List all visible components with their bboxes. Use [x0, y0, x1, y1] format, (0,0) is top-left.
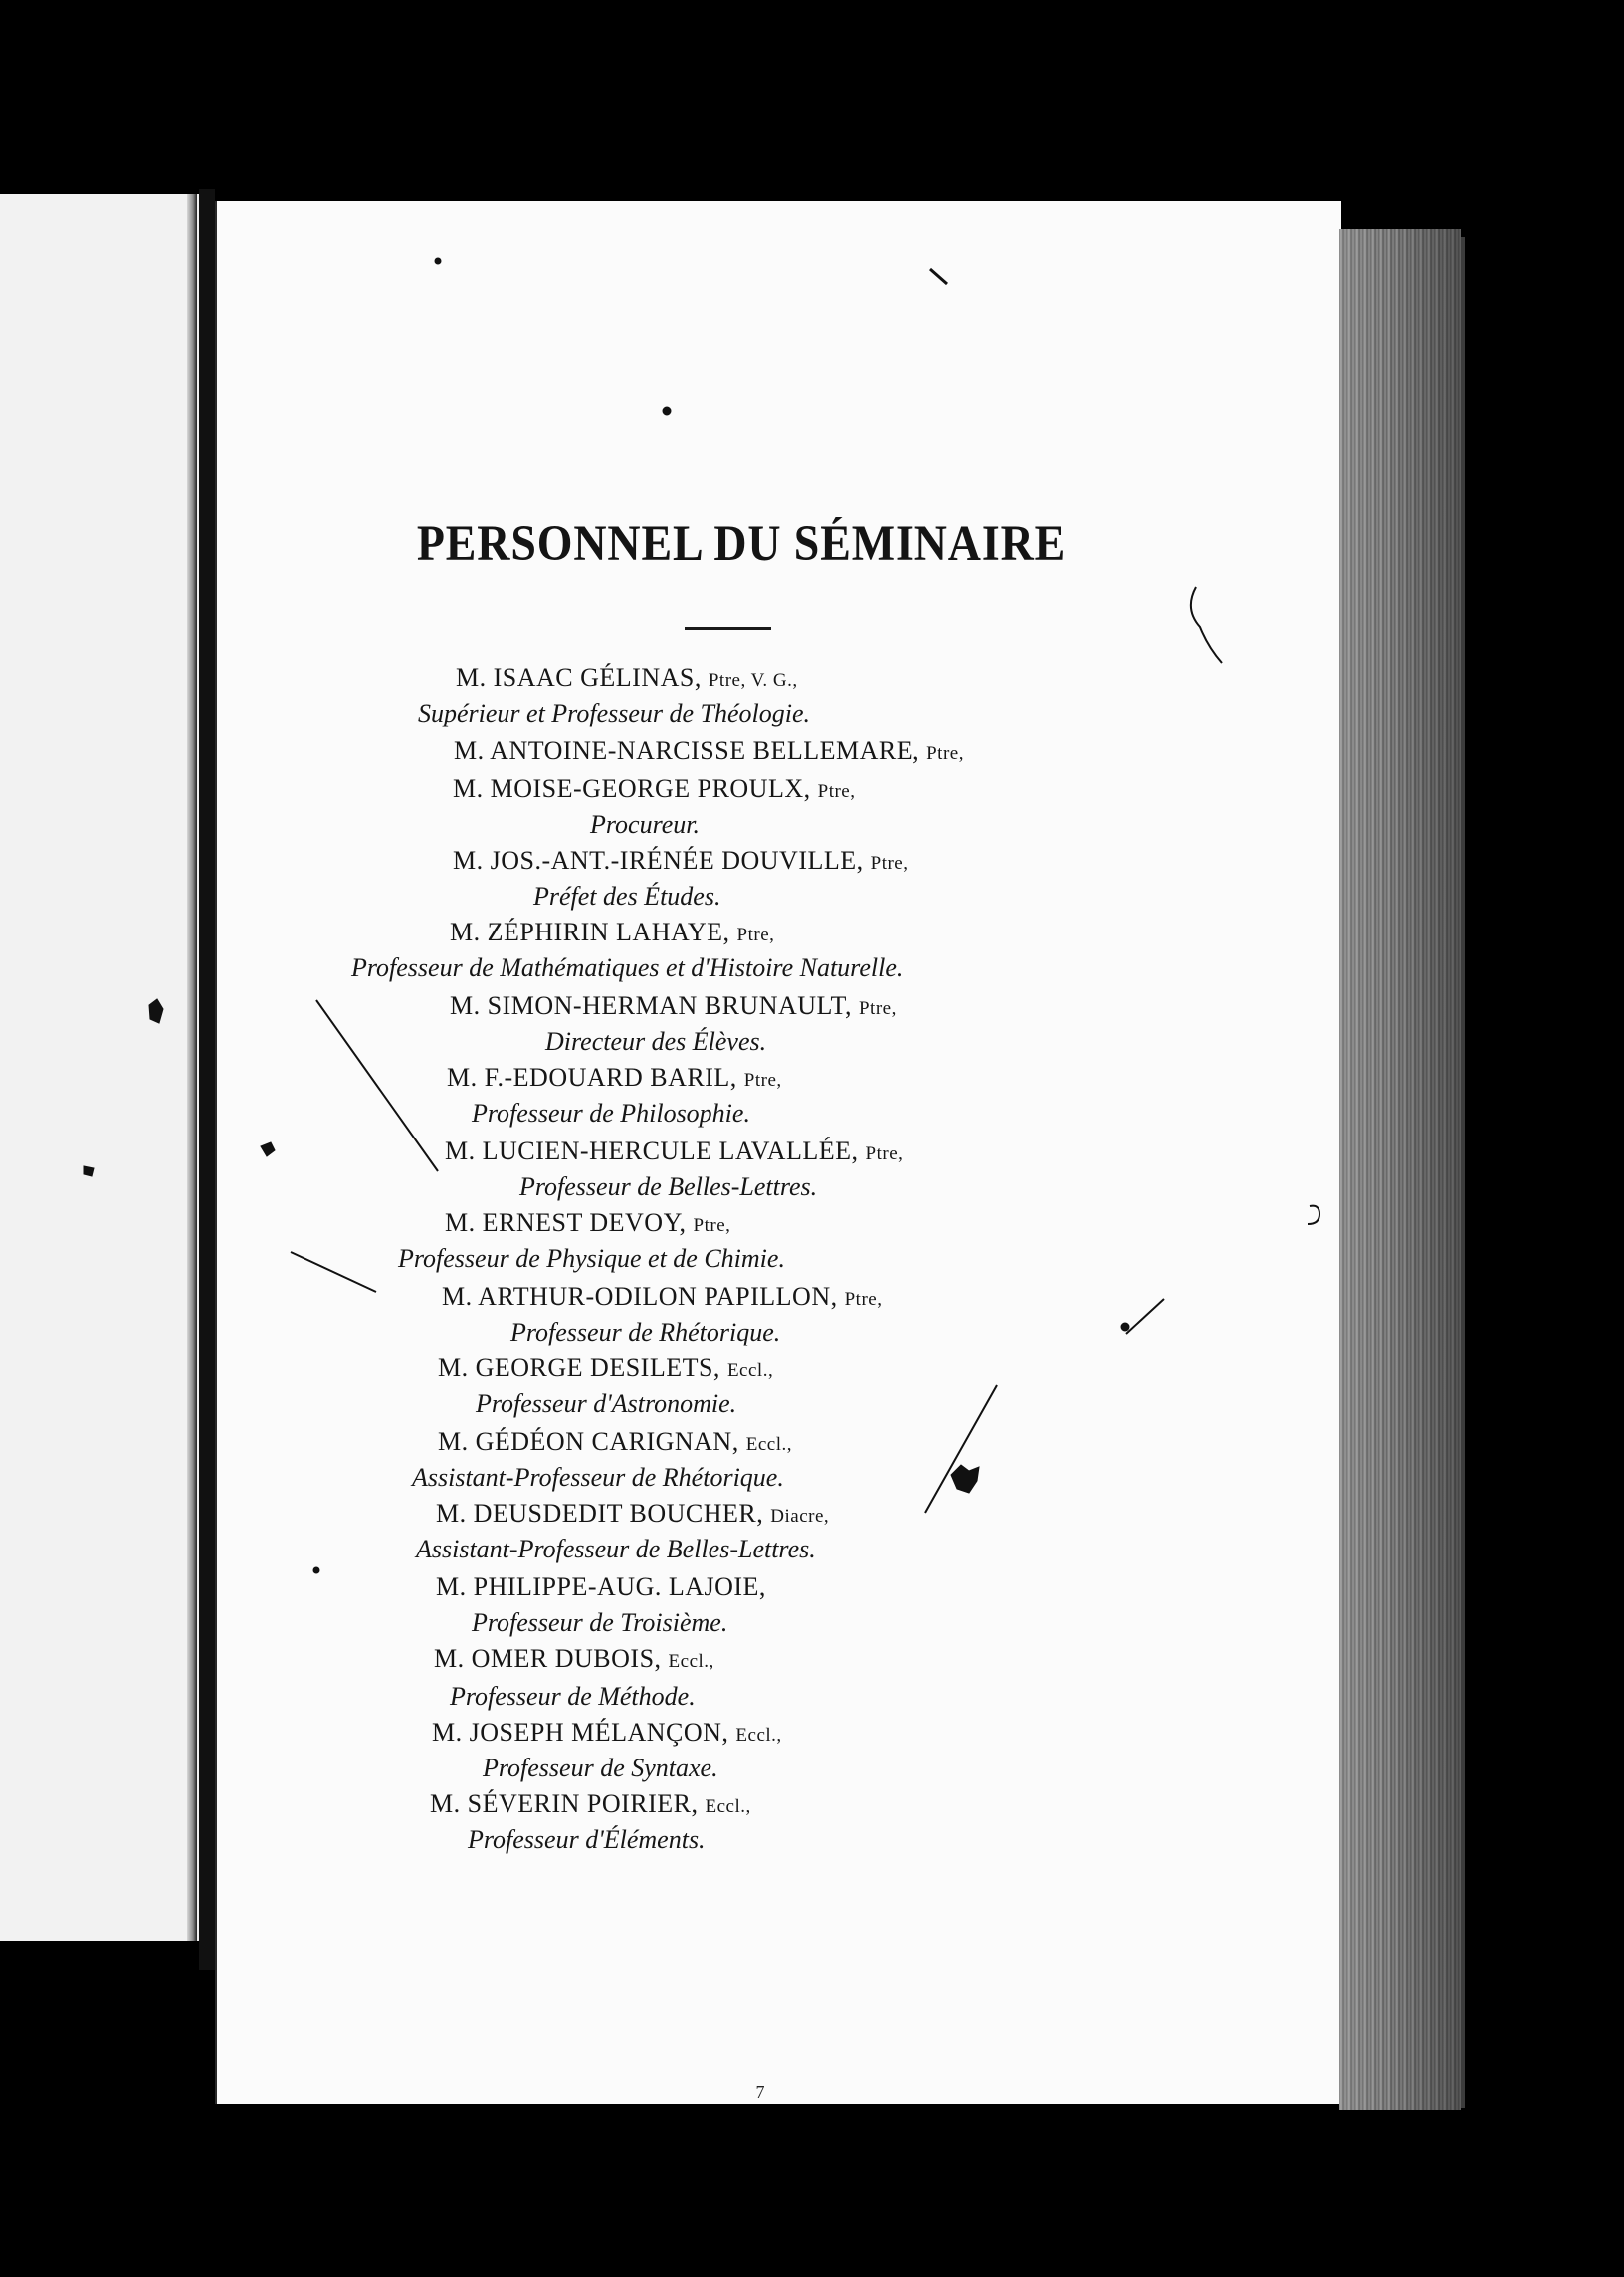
- personnel-name: M. PHILIPPE-AUG. LAJOIE,: [436, 1572, 766, 1601]
- personnel-role: Supérieur et Professeur de Théologie.: [418, 699, 811, 727]
- personnel-role: Professeur de Physique et de Chimie.: [398, 1244, 785, 1273]
- personnel-name: M. ANTOINE-NARCISSE BELLEMARE, Ptre,: [454, 736, 964, 765]
- page-number: 7: [755, 2082, 765, 2102]
- personnel-name: M. LUCIEN-HERCULE LAVALLÉE, Ptre,: [445, 1137, 904, 1165]
- personnel-role: Assistant-Professeur de Rhétorique.: [412, 1463, 784, 1492]
- page-heading: PERSONNEL DU SÉMINAIRE: [416, 517, 1067, 572]
- personnel-role: Professeur de Méthode.: [450, 1682, 696, 1711]
- page-edges-shading: [1339, 229, 1461, 2110]
- left-facing-page: [0, 194, 199, 1941]
- personnel-role: Professeur de Rhétorique.: [510, 1318, 781, 1346]
- personnel-name: M. ARTHUR-ODILON PAPILLON, Ptre,: [442, 1282, 883, 1311]
- personnel-role: Professeur de Troisième.: [472, 1608, 728, 1637]
- personnel-name: M. GÉDÉON CARIGNAN, Eccl.,: [438, 1427, 792, 1456]
- personnel-name: M. JOSEPH MÉLANÇON, Eccl.,: [432, 1718, 782, 1747]
- left-page-edge: [187, 194, 197, 1941]
- personnel-name: M. ERNEST DEVOY, Ptre,: [445, 1208, 731, 1237]
- personnel-role: Professeur d'Astronomie.: [476, 1389, 737, 1418]
- personnel-role: Professeur de Belles-Lettres.: [519, 1172, 818, 1201]
- personnel-role: Directeur des Élèves.: [545, 1027, 767, 1056]
- personnel-name: M. ISAAC GÉLINAS, Ptre, V. G.,: [456, 663, 798, 692]
- personnel-role: Professeur d'Éléments.: [468, 1825, 706, 1854]
- personnel-role: Professeur de Mathématiques et d'Histoire Naturelle.: [351, 953, 904, 982]
- personnel-name: M. MOISE-GEORGE PROULX, Ptre,: [453, 774, 856, 803]
- personnel-name: M. F.-EDOUARD BARIL, Ptre,: [447, 1063, 782, 1092]
- personnel-name: M. SÉVERIN POIRIER, Eccl.,: [430, 1789, 751, 1818]
- personnel-name: M. SIMON-HERMAN BRUNAULT, Ptre,: [450, 991, 897, 1020]
- personnel-role: Assistant-Professeur de Belles-Lettres.: [416, 1535, 816, 1563]
- personnel-name: M. ZÉPHIRIN LAHAYE, Ptre,: [450, 918, 775, 946]
- personnel-name: M. GEORGE DESILETS, Eccl.,: [438, 1353, 774, 1382]
- book-gutter: [199, 189, 215, 1970]
- heading-rule: [685, 627, 771, 630]
- personnel-name: M. JOS.-ANT.-IRÉNÉE DOUVILLE, Ptre,: [453, 846, 909, 875]
- personnel-role: Procureur.: [590, 810, 701, 839]
- personnel-role: Professeur de Philosophie.: [472, 1099, 750, 1128]
- personnel-name: M. OMER DUBOIS, Eccl.,: [434, 1644, 714, 1673]
- personnel-role: Professeur de Syntaxe.: [483, 1754, 718, 1782]
- personnel-role: Préfet des Études.: [533, 882, 721, 911]
- personnel-name: M. DEUSDEDIT BOUCHER, Diacre,: [436, 1499, 830, 1528]
